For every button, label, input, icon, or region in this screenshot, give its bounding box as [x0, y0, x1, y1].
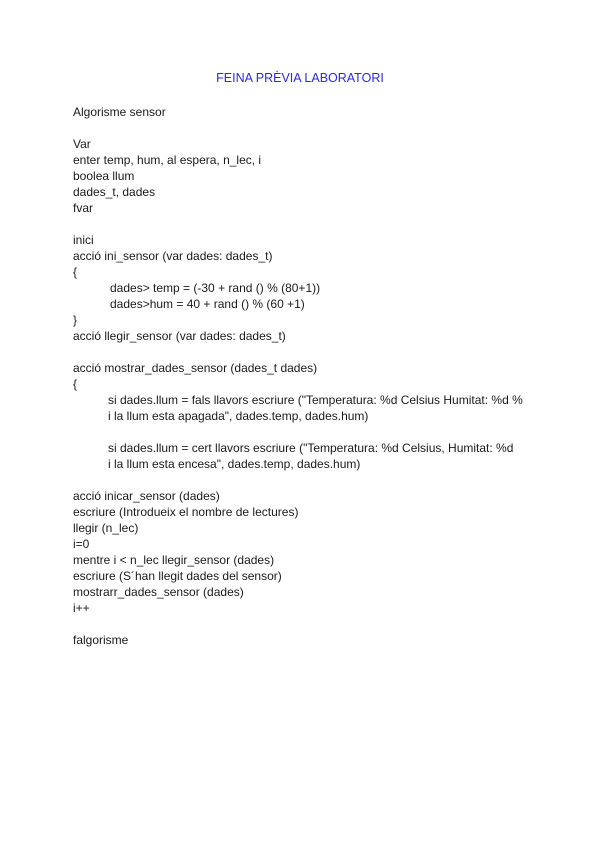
text-line: Algorisme sensor — [73, 105, 166, 119]
text-line: mostrarr_dades_sensor (dades) — [73, 585, 244, 599]
text-line: Var — [73, 137, 91, 151]
text-line: i la llum esta encesa", dades.temp, dades.hum) — [108, 457, 361, 471]
text-line: i la llum esta apagada", dades.temp, dades.hum) — [108, 409, 369, 423]
text-line: escriure (Introdueix el nombre de lectures) — [73, 505, 299, 519]
text-line: i++ — [73, 601, 90, 615]
text-line: enter temp, hum, al espera, n_lec, i — [73, 153, 262, 167]
text-line: dades>hum = 40 + rand () % (60 +1) — [110, 297, 305, 311]
text-line: acció ini_sensor (var dades: dades_t) — [73, 249, 273, 263]
text-line: { — [73, 377, 78, 391]
text-line: fvar — [73, 201, 94, 215]
text-line: acció llegir_sensor (var dades: dades_t) — [73, 329, 286, 343]
text-line: dades_t, dades — [73, 185, 156, 199]
document-title — [0, 71, 600, 85]
text-line: boolea llum — [73, 169, 135, 183]
document-body — [73, 104, 553, 648]
text-line: llegir (n_lec) — [73, 521, 139, 535]
text-line: { — [73, 265, 78, 279]
text-line: si dades.llum = cert llavors escriure ("Temperatura: %d Celsius, Humitat: %d — [108, 441, 514, 455]
text-line: acció mostrar_dades_sensor (dades_t dades) — [73, 361, 318, 375]
text-line: } — [73, 313, 78, 327]
text-line: falgorisme — [73, 633, 129, 647]
text-line: dades> temp = (-30 + rand () % (80+1)) — [110, 281, 321, 295]
text-line: i=0 — [73, 537, 90, 551]
document-title-text: FEINA PRÈVIA LABORATORI — [216, 71, 384, 85]
text-line: mentre i < n_lec llegir_sensor (dades) — [73, 553, 275, 567]
text-line: escriure (S´han llegit dades del sensor) — [73, 569, 282, 583]
text-line: acció inicar_sensor (dades) — [73, 489, 220, 503]
text-line: si dades.llum = fals llavors escriure ("Temperatura: %d Celsius Humitat: %d % — [108, 393, 523, 407]
text-line: inici — [73, 233, 94, 247]
